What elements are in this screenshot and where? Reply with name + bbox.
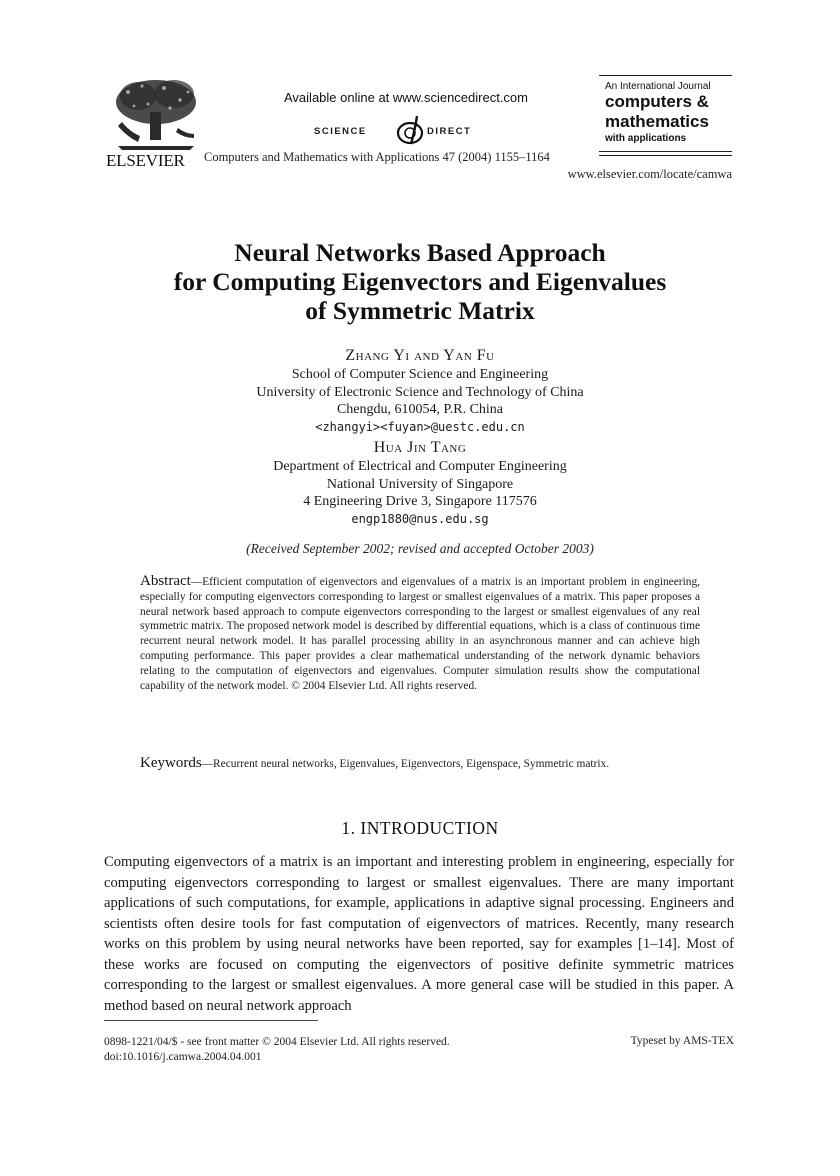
affiliation-line: Department of Electrical and Computer Engineering (273, 459, 567, 474)
elsevier-tree-logo (108, 76, 204, 152)
sciencedirect-direct-text: DIRECT (427, 126, 472, 137)
author-block-2 (120, 438, 720, 528)
intro-paragraph: Computing eigenvectors of a matrix is an important and interesting problem in engineering, especially for computing eigenvectors corresponding to largest or smallest eigenvalues. There are many important applications of such computations, for example, applications in adaptive signal processing. Engineers and scientists often desire tools for fast computation of eigenvectors of matrices. Recently, many research works on this problem by using neural networks have been reported, say for examples [1–14]. Most of these works are focused on computing the eigenvectors of positive definite symmetric matrices corresponding to the largest or smallest eigenvalues. A more general case will be studied in this paper. A method based on neural network approach (104, 854, 734, 1014)
author-names: Hua Jin Tang (373, 439, 467, 456)
section-heading: 1. INTRODUCTION (341, 818, 499, 838)
author-names: Zhang Yi and Yan Fu (345, 347, 495, 364)
abstract (140, 574, 700, 693)
affiliation-line: School of Computer Science and Engineering (291, 367, 549, 382)
footnote-rule (104, 1020, 318, 1021)
author-email: engp1880@nus.edu.sg (351, 511, 489, 526)
abstract-text: —Efficient computation of eigenvectors and eigenvalues of a matrix is an important problem in engineering, especially for computing eigenvectors corresponding to largest or smallest eigenvalues of a matrix. This paper proposes a neural network based approach to compute eigenvectors corresponding to the largest or smallest eigenvalues of any real symmetric matrix. The proposed network model is described by differential equations, which is a class of continuous time recurrent neural network model. It has parallel processing ability in an asynchronous manner and can achieve high computing performance. This paper provides a clear mathematical understanding of the network dynamic behaviors relating to the computation of eigenvectors and eigenvalues. Computer simulation results show the computational capability of the network model. © 2004 Elsevier Ltd. All rights reserved. (140, 576, 700, 692)
author-block-1 (120, 346, 720, 436)
publisher-name: ELSEVIER (106, 151, 185, 170)
masthead-line3: with applications (605, 133, 687, 144)
affiliation-line: 4 Engineering Drive 3, Singapore 117576 (303, 494, 537, 510)
paper-title (60, 238, 780, 325)
sciencedirect-logo (296, 112, 526, 148)
available-online-text: Available online at www.sciencedirect.com (284, 90, 528, 105)
masthead-rule (599, 75, 732, 76)
footer-doi: doi:10.1016/j.camwa.2004.04.001 (104, 1051, 262, 1063)
footer-typeset: Typeset by AMS-TEX (630, 1035, 734, 1047)
title-line: of Symmetric Matrix (305, 296, 535, 325)
journal-reference: Computers and Mathematics with Applications 47 (2004) 1155–1164 (204, 150, 550, 164)
journal-url: www.elsevier.com/locate/camwa (567, 167, 732, 181)
affiliation-line: University of Electronic Science and Technology of China (256, 384, 584, 400)
keywords-label: Keywords (140, 755, 202, 771)
sciencedirect-d-icon (395, 114, 427, 146)
keywords (140, 756, 700, 772)
affiliation-line: National University of Singapore (326, 476, 514, 492)
author-email: <zhangyi><fuyan>@uestc.edu.cn (315, 419, 525, 434)
title-line: for Computing Eigenvectors and Eigenvalues (173, 267, 667, 296)
footer-copyright (104, 1035, 450, 1065)
keywords-text: —Recurrent neural networks, Eigenvalues, Eigenvectors, Eigenspace, Symmetric matrix. (201, 758, 610, 770)
masthead-intl: An International Journal (605, 81, 711, 92)
affiliation-line: Chengdu, 610054, P.R. China (336, 402, 504, 418)
journal-masthead (599, 75, 732, 163)
footer-front-matter: 0898-1221/04/$ - see front matter © 2004 Elsevier Ltd. All rights reserved. (104, 1036, 450, 1048)
received-dates: (Received September 2002; revised and accepted October 2003) (246, 541, 594, 556)
masthead-line2: mathematics (605, 112, 709, 131)
masthead-line1: computers & (605, 92, 709, 111)
sciencedirect-science-text: SCIENCE (314, 126, 367, 137)
abstract-label: Abstract (140, 573, 191, 589)
title-line: Neural Networks Based Approach (234, 238, 606, 267)
masthead-rule (599, 155, 732, 156)
masthead-rule (599, 151, 732, 152)
